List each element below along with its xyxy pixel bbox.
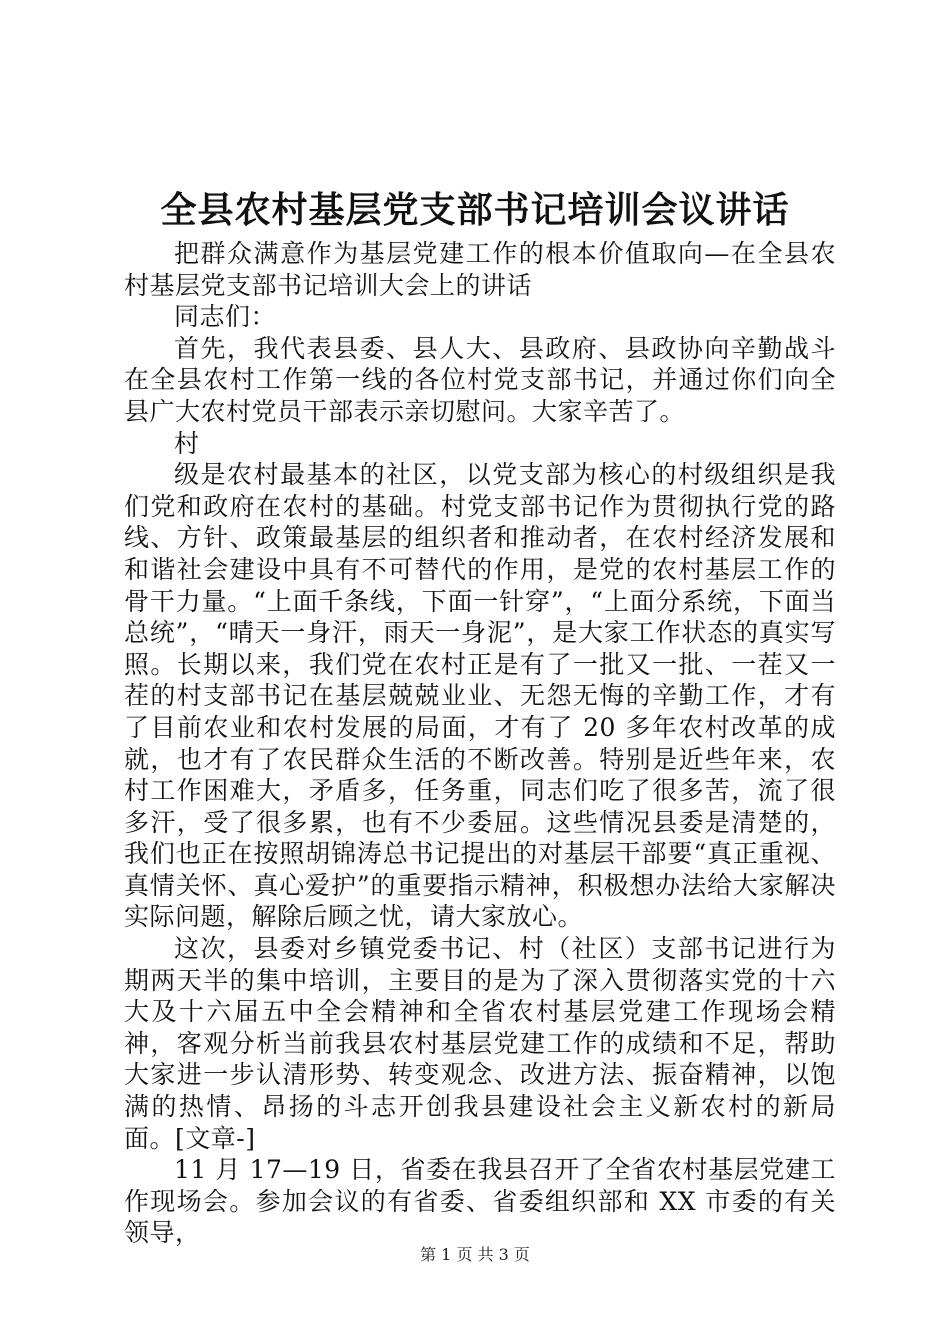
body-paragraph: 村 [174,428,200,458]
subtitle-paragraph: 把群众满意作为基层党建工作的根本价值取向—在全县农村基层党支部书记培训大会上的讲话 [124,239,836,300]
document-body [124,238,836,1249]
document-title: 全县农村基层党支部书记培训会议讲话 [160,189,790,231]
salutation-paragraph: 同志们： [174,302,277,332]
body-paragraph: 首先，我代表县委、县人大、县政府、县政协向辛勤战斗在全县农村工作第一线的各位村党支部书记，并通过你们向全县广大农村党员干部表示亲切慰问。大家辛苦了。 [124,333,836,426]
body-paragraph: 级是农村最基本的社区，以党支部为核心的村级组织是我们党和政府在农村的基础。村党支部书记作为贯彻执行党的路线、方针、政策最基层的组织者和推动者，在农村经济发展和和谐社会建设中具有不可替代的作用，是党的农村基层工作的骨干力量。“上面千条线，下面一针穿”，“上面分系统，下面当总统”，“晴天一身汗，雨天一身泥”，是大家工作状态的真实写照。长期以来，我们党在农村正是有了一批又一批、一茬又一茬的村支部书记在基层兢兢业业、无怨无悔的辛勤工作，才有了目前农业和农村发展的局面，才有了 20 多年农村改革的成就，也才有了农民群众生活的不断改善。特别是近些年来，农村工作困难大，矛盾多，任务重，同志们吃了很多苦，流了很多汗，受了很多累，也有不少委屈。这些情况县委是清楚的，我们也正在按照胡锦涛总书记提出的对基层干部要“真正重视、真情关怀、真心爱护”的重要指示精神，积极想办法给大家解决实际问题，解除后顾之忧，请大家放心。 [124,460,836,932]
page-number-footer: 第 1 页 共 3 页 [420,1245,530,1264]
body-paragraph: 11 月 17—19 日，省委在我县召开了全省农村基层党建工作现场会。参加会议的有省委、省委组织部和 XX 市委的有关领导， [124,1155,836,1248]
body-paragraph: 这次，县委对乡镇党委书记、村（社区）支部书记进行为期两天半的集中培训，主要目的是为了深入贯彻落实党的十六大及十六届五中全会精神和全省农村基层党建工作现场会精神，客观分析当前我县农村基层党建工作的成绩和不足，帮助大家进一步认清形势、转变观念、改进方法、振奋精神，以饱满的热情、昂扬的斗志开创我县建设社会主义新农村的新局面。[文章-] [124,934,836,1153]
